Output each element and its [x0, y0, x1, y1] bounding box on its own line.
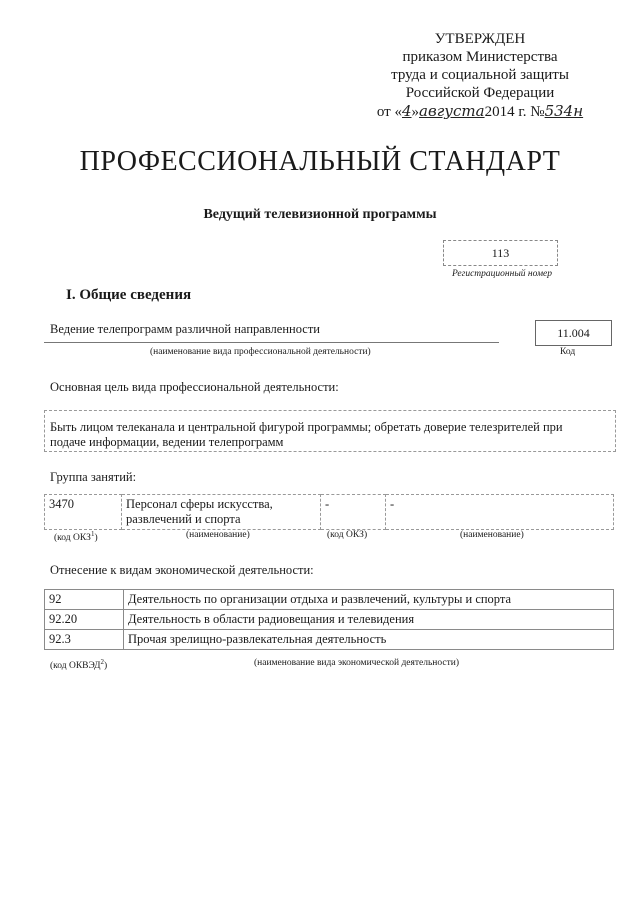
table-row [45, 630, 614, 650]
footnote-mark: 1 [90, 530, 95, 538]
goal-text-line: Быть лицом телеканала и центральной фигурой программы; обретать доверие телезрителей при [50, 420, 563, 434]
activity-underline [44, 342, 499, 343]
okved-code-cell: 92 [45, 590, 124, 610]
approval-line: приказом Министерства [402, 49, 558, 65]
approval-line: Российской Федерации [405, 85, 555, 101]
date-year: 2014 г. № [484, 104, 545, 120]
order-number: 534н [544, 102, 584, 120]
code-label: Код [560, 347, 576, 357]
registration-number-box: 113 [443, 240, 558, 266]
approval-heading: УТВЕРЖДЕН [434, 31, 526, 47]
caption-text: ) [94, 533, 98, 544]
goal-label: Основная цель вида профессиональной деятельности: [50, 380, 339, 394]
economic-table [44, 589, 614, 650]
okved-code-cell: 92.20 [45, 610, 124, 630]
activity-code-box: 11.004 [535, 320, 612, 346]
document-subtitle: Ведущий телевизионной программы [203, 207, 437, 222]
occupation-name-cell [122, 495, 321, 530]
goal-text-line: подаче информации, ведении телепрограмм [50, 435, 284, 449]
economic-activity-cell: Прочая зрелищно-развлекательная деятельность [124, 630, 614, 650]
footnote-mark: 2 [100, 658, 104, 666]
goal-box [44, 410, 616, 452]
occupation-name-cell: - [386, 495, 614, 530]
date-mid: » [411, 104, 420, 120]
okz-code-cell: 3470 [45, 495, 122, 530]
activity-name: Ведение телепрограмм различной направленности [50, 322, 320, 336]
okved-code-cell: 92.3 [45, 630, 124, 650]
activity-caption: (наименование вида профессиональной деятельности) [150, 347, 371, 357]
economic-activity-cell: Деятельность по организации отдыха и развлечений, культуры и спорта [124, 590, 614, 610]
caption-text: (код ОКВЭД [50, 661, 101, 672]
caption-text: ) [103, 661, 108, 672]
date-prefix: от « [376, 104, 402, 120]
occupations-table [44, 494, 614, 530]
okz-code-caption [54, 530, 98, 543]
occupations-label: Группа занятий: [50, 470, 137, 484]
table-row [45, 495, 614, 530]
occupation-name-caption: (наименование) [186, 530, 250, 540]
occupation-name-line: развлечений и спорта [126, 512, 241, 526]
economic-activity-cell: Деятельность в области радиовещания и телевидения [124, 610, 614, 630]
date-month: августа [419, 102, 485, 120]
section-heading: I. Общие сведения [66, 287, 192, 303]
occupation-name-line: Персонал сферы искусства, [126, 497, 273, 511]
table-row [45, 590, 614, 610]
date-day: 4 [401, 102, 412, 120]
table-row [45, 610, 614, 630]
occupation-name-caption: (наименование) [460, 530, 524, 540]
registration-number-label: Регистрационный номер [451, 269, 553, 279]
okved-code-caption [50, 658, 107, 671]
economic-label: Отнесение к видам экономической деятельности: [50, 563, 314, 577]
okz-code-caption: (код ОКЗ) [327, 530, 368, 540]
approval-date [360, 102, 600, 121]
caption-text: (код ОКЗ [54, 533, 91, 544]
approval-line: труда и социальной защиты [391, 67, 569, 83]
okz-code-cell: - [321, 495, 386, 530]
economic-activity-caption: (наименование вида экономической деятельности) [254, 658, 459, 668]
document-title: ПРОФЕССИОНАЛЬНЫЙ СТАНДАРТ [79, 146, 561, 177]
approval-block [360, 30, 600, 121]
